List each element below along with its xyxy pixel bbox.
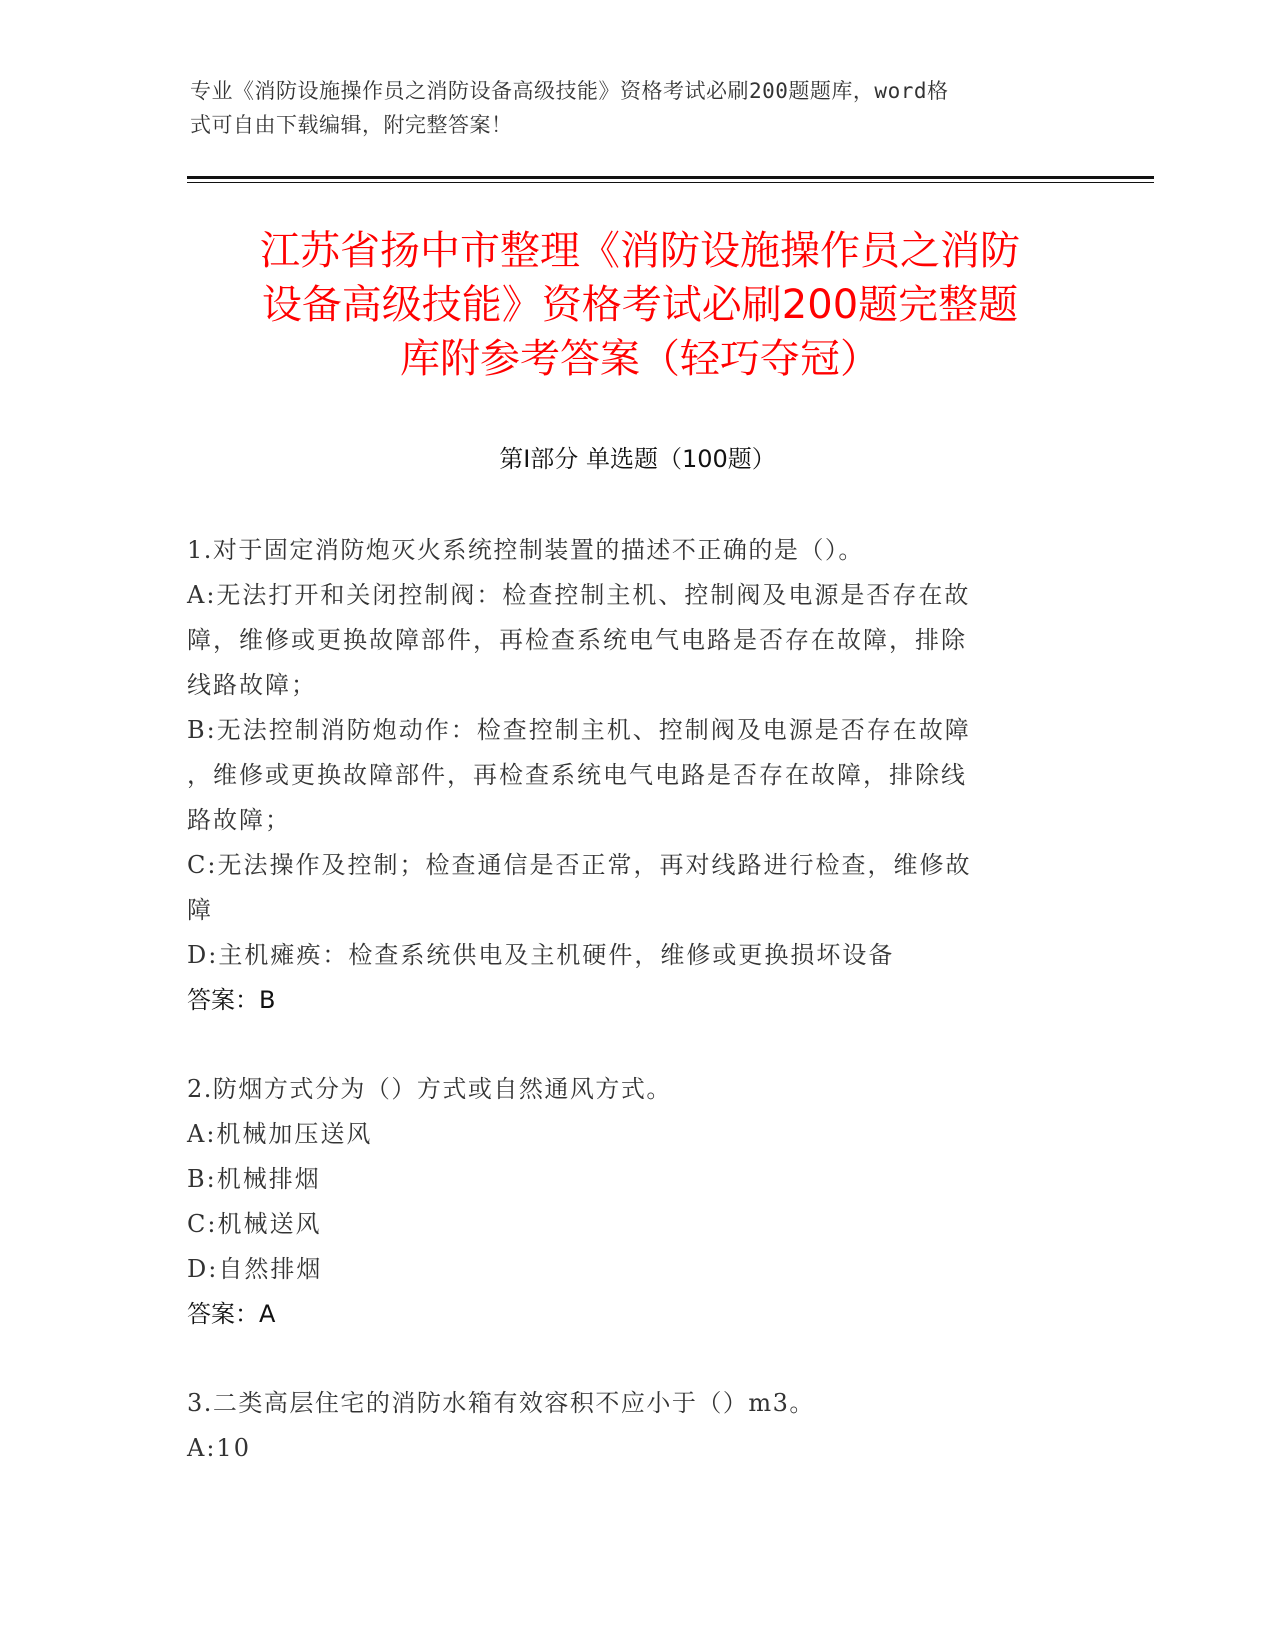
question-3 bbox=[187, 1381, 1067, 1471]
option-line: 障 bbox=[187, 896, 213, 924]
section-heading: 第Ⅰ部分 单选题（100题） bbox=[499, 445, 776, 473]
option-line: 线路故障； bbox=[187, 671, 317, 699]
option-line: 障，维修或更换故障部件，再检查系统电气电路是否存在故障，排除 bbox=[187, 626, 967, 654]
option-line: ，维修或更换故障部件，再检查系统电气电路是否存在故障，排除线 bbox=[187, 761, 967, 789]
option-line: C:无法操作及控制；检查通信是否正常，再对线路进行检查，维修故 bbox=[187, 851, 972, 879]
document-title-line-1: 江苏省扬中市整理《消防设施操作员之消防 bbox=[260, 228, 1020, 274]
question-stem: 2.防烟方式分为（）方式或自然通风方式。 bbox=[187, 1075, 672, 1103]
option-line: A:无法打开和关闭控制阀：检查控制主机、控制阀及电源是否存在故 bbox=[187, 581, 971, 609]
question-1 bbox=[187, 528, 1067, 1023]
option-line: A:机械加压送风 bbox=[187, 1120, 373, 1148]
answer-label: 答案：A bbox=[187, 1300, 276, 1328]
header-divider-thick bbox=[187, 176, 1154, 179]
question-stem: 3.二类高层住宅的消防水箱有效容积不应小于（）m3。 bbox=[187, 1389, 815, 1417]
question-stem: 1.对于固定消防炮灭火系统控制装置的描述不正确的是（）。 bbox=[187, 536, 864, 564]
option-line: B:无法控制消防炮动作：检查控制主机、控制阀及电源是否存在故障 bbox=[187, 716, 971, 744]
document-title-line-3: 库附参考答案（轻巧夺冠） bbox=[400, 336, 880, 382]
option-line: D:自然排烟 bbox=[187, 1255, 323, 1283]
option-line: C:机械送风 bbox=[187, 1210, 322, 1238]
option-line: A:10 bbox=[187, 1434, 251, 1462]
option-line: 路故障； bbox=[187, 806, 291, 834]
header-note-line-2: 式可自由下载编辑，附完整答案！ bbox=[190, 113, 513, 137]
document-title-line-2: 设备高级技能》资格考试必刷200题完整题 bbox=[261, 282, 1019, 328]
option-line: D:主机瘫痪：检查系统供电及主机硬件，维修或更换损坏设备 bbox=[187, 941, 895, 969]
header-note-line-1: 专业《消防设施操作员之消防设备高级技能》资格考试必刷200题题库，word格 bbox=[190, 79, 949, 103]
option-line: B:机械排烟 bbox=[187, 1165, 321, 1193]
question-2 bbox=[187, 1067, 1067, 1337]
question-list bbox=[187, 528, 1067, 1515]
answer-label: 答案：B bbox=[187, 986, 276, 1014]
document-title bbox=[195, 224, 1085, 386]
header-note bbox=[190, 74, 1080, 142]
header-divider-thin bbox=[187, 182, 1154, 183]
